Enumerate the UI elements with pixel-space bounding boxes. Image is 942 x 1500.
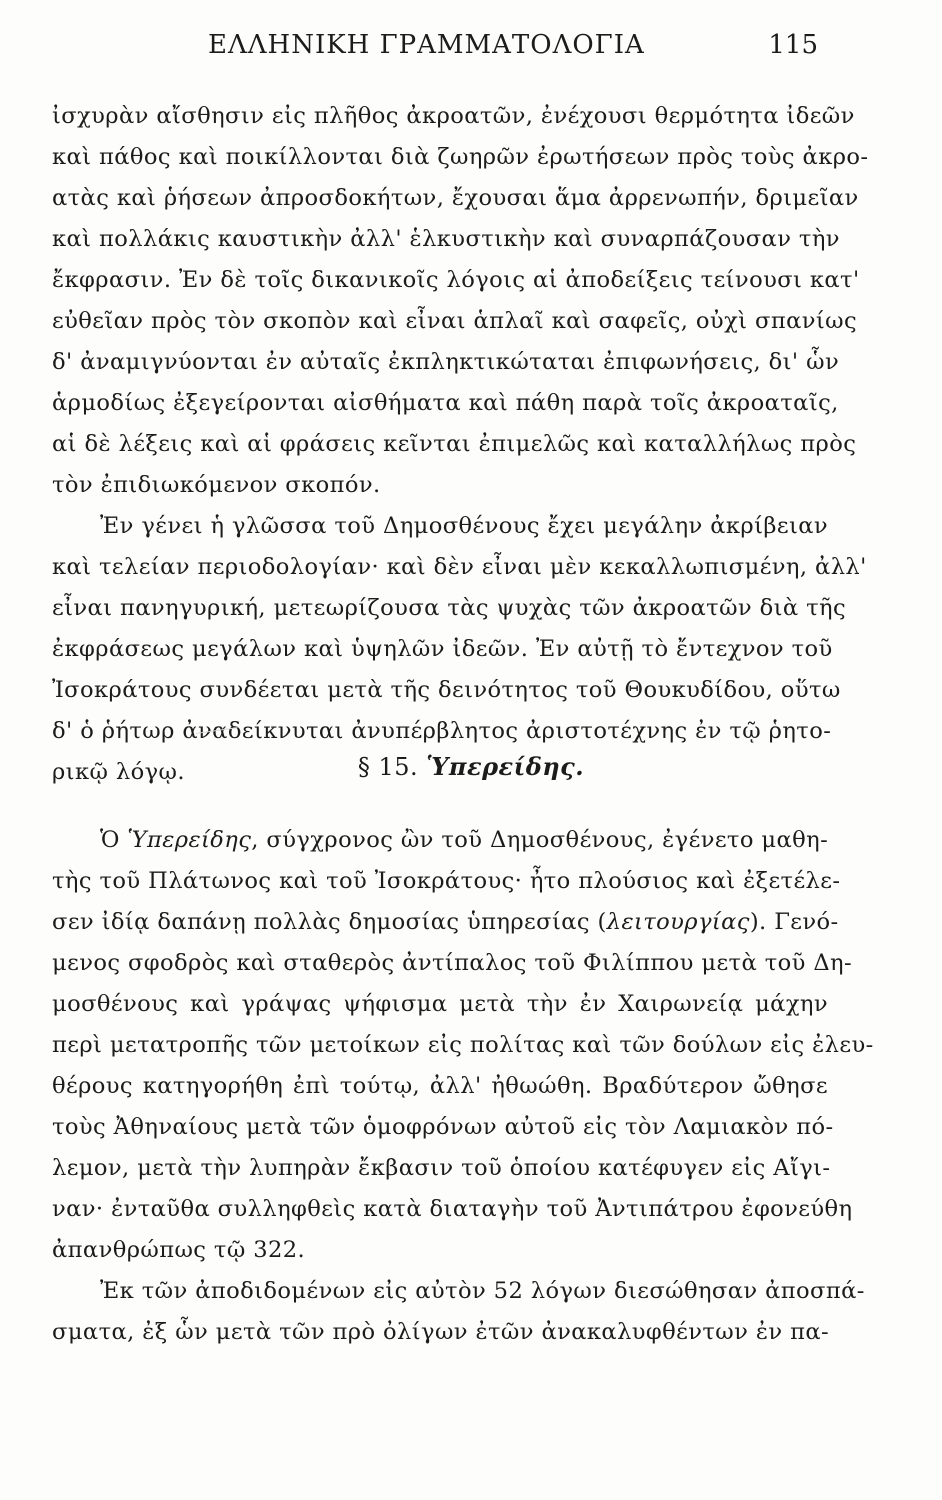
italic-name: Ὑπερείδης [127, 827, 252, 853]
text-line: ἀπανθρώπως τῷ 322. [52, 1237, 306, 1263]
text-line: αἱ δὲ λέξεις καὶ αἱ φράσεις κεῖνται ἐπιμελῶς καὶ καταλλήλως πρὸς [52, 431, 857, 457]
text-line: δ' ὁ ῥήτωρ ἀναδείκνυται ἀνυπέρβλητος ἀριστοτέχνης ἐν τῷ ῥητο- [52, 718, 832, 744]
text-line: σματα, ἐξ ὧν μετὰ τῶν πρὸ ὀλίγων ἐτῶν ἀνακαλυφθέντων ἐν πα- [52, 1319, 830, 1345]
text-run: Ὁ [100, 827, 128, 853]
text-line: καὶ πάθος καὶ ποικίλλονται διὰ ζωηρῶν ἐρωτήσεων πρὸς τοὺς ἀκρο- [52, 144, 869, 170]
text-line: Ἰσοκράτους συνδέεται μετὰ τῆς δεινότητος τοῦ Θουκυδίδου, οὕτω [52, 677, 841, 703]
text-run: σεν ἰδίᾳ δαπάνῃ πολλὰς δημοσίας ὑπηρεσίας ( [52, 909, 607, 935]
text-line: λεμον, μετὰ τὴν λυπηρὰν ἔκβασιν τοῦ ὁποίου κατέφυγεν εἰς Αἴγι- [52, 1155, 831, 1181]
text-line: τὴς τοῦ Πλάτωνος καὶ τοῦ Ἰσοκράτους· ἦτο πλούσιος καὶ ἐξετέλε- [52, 868, 841, 894]
text-line: καὶ τελείαν περιοδολογίαν· καὶ δὲν εἶναι μὲν κεκαλλωπισμένη, ἀλλ' [52, 554, 867, 580]
text-run: , σύγχρονος ὢν τοῦ Δημοσθένους, ἐγένετο μαθη- [251, 827, 829, 853]
text-line: μοσθένους καὶ γράψας ψήφισμα μετὰ τὴν ἐν Χαιρωνείᾳ μάχην [52, 991, 828, 1017]
text-line: ἰσχυρὰν αἴσθησιν εἰς πλῆθος ἀκροατῶν, ἐνέχουσι θερμότητα ἰδεῶν [52, 103, 855, 129]
text-line: Ἐν γένει ἡ γλῶσσα τοῦ Δημοσθένους ἔχει μεγάλην ἀκρίβειαν [100, 513, 828, 539]
page-number: 115 [768, 30, 818, 60]
running-title: ΕΛΛΗΝΙΚΗ ΓΡΑΜΜΑΤΟΛΟΓΙΑ [208, 30, 645, 60]
text-line: ατὰς καὶ ῥήσεων ἀπροσδοκήτων, ἔχουσαι ἅμα ἀρρενωπήν, δριμεῖαν [52, 185, 859, 211]
text-line: θέρους κατηγορήθη ἐπὶ τούτῳ, ἀλλ' ἠθωώθη. Βραδύτερον ὤθησε [52, 1073, 828, 1099]
text-line: περὶ μετατροπῆς τῶν μετοίκων εἰς πολίτας καὶ τῶν δούλων εἰς ἐλευ- [52, 1032, 874, 1058]
italic-term: λειτουργίας [606, 909, 750, 935]
text-line: εἶναι πανηγυρική, μετεωρίζουσα τὰς ψυχὰς τῶν ἀκροατῶν διὰ τῆς [52, 595, 846, 621]
text-line: Ἐκ τῶν ἀποδιδομένων εἰς αὐτὸν 52 λόγων διεσώθησαν ἀποσπά- [100, 1278, 865, 1304]
text-line: ναν· ἐνταῦθα συλληφθεὶς κατὰ διαταγὴν τοῦ Ἀντιπάτρου ἐφονεύθη [52, 1196, 853, 1222]
paragraph-block-demosthenes [52, 96, 869, 793]
text-line: ἁρμοδίως ἐξεγείρονται αἰσθήματα καὶ πάθη παρὰ τοῖς ἀκροαταῖς, [52, 390, 839, 416]
text-line: δ' ἀναμιγνύονται ἐν αὐταῖς ἐκπληκτικώταται ἐπιφωνήσεις, δι' ὧν [52, 349, 840, 375]
text-line: μενος σφοδρὸς καὶ σταθερὸς ἀντίπαλος τοῦ Φιλίππου μετὰ τοῦ Δη- [52, 950, 853, 976]
text-line: εὐθεῖαν πρὸς τὸν σκοπὸν καὶ εἶναι ἁπλαῖ καὶ σαφεῖς, οὐχὶ σπανίως [52, 308, 857, 334]
text-line: ἐκφράσεως μεγάλων καὶ ὑψηλῶν ἰδεῶν. Ἐν αὐτῇ τὸ ἔντεχνον τοῦ [52, 636, 833, 662]
text-run: ). Γενό- [749, 909, 839, 935]
section-number: § 15. [357, 753, 419, 781]
section-heading [0, 752, 942, 781]
text-line: ρικῷ λόγῳ. [52, 759, 185, 785]
text-line: ἔκφρασιν. Ἐν δὲ τοῖς δικανικοῖς λόγοις αἱ ἀποδείξεις τείνουσι κατ' [52, 267, 860, 293]
text-line: τὸν ἐπιδιωκόμενον σκοπόν. [52, 472, 381, 498]
text-line [52, 902, 839, 943]
page-header [58, 30, 818, 70]
text-line: τοὺς Ἀθηναίους μετὰ τῶν ὁμοφρόνων αὐτοῦ εἰς τὸν Λαμιακὸν πό- [52, 1114, 834, 1140]
text-line: καὶ πολλάκις καυστικὴν ἀλλ' ἑλκυστικὴν καὶ συναρπάζουσαν τὴν [52, 226, 840, 252]
section-title: Ὑπερείδης. [426, 752, 585, 781]
text-line [52, 820, 828, 861]
paragraph-block-hypereides [52, 820, 874, 1353]
